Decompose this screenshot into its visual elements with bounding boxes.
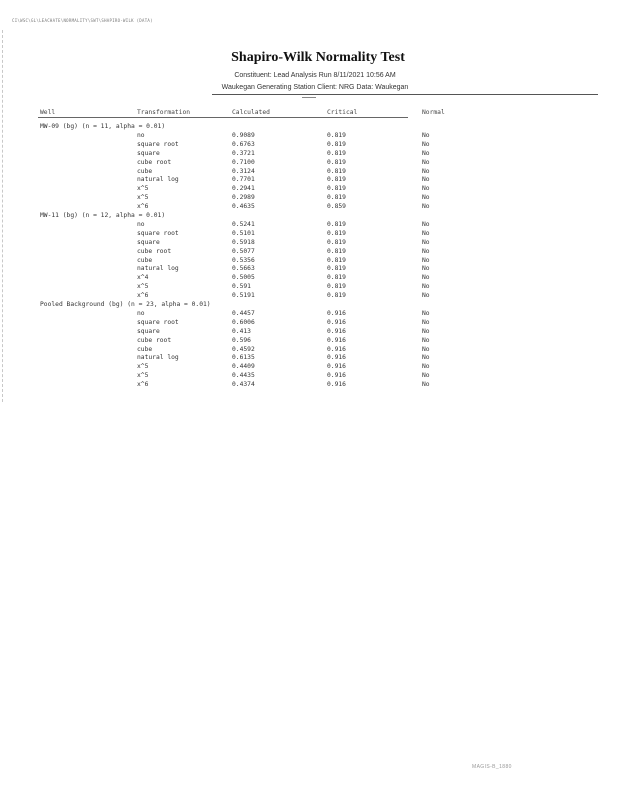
calculated-cell: 0.4635 — [232, 203, 255, 211]
calculated-cell: 0.5005 — [232, 274, 255, 282]
critical-cell: 0.819 — [327, 167, 346, 175]
critical-cell: 0.916 — [327, 327, 346, 335]
normal-cell: No — [422, 256, 430, 264]
group-label: MW-09 (bg) (n = 11, alpha = 0.01) — [40, 123, 166, 130]
transformation-cell: x^6 — [137, 381, 149, 389]
critical-cell: 0.819 — [327, 274, 346, 282]
calculated-cell: 0.2941 — [232, 185, 255, 193]
calculated-cell: 0.7100 — [232, 158, 255, 166]
critical-cell: 0.819 — [327, 265, 346, 273]
analysis-subtitle: Constituent: Lead Analysis Run 8/11/2021 10:56 AM — [234, 72, 396, 79]
normal-cell: No — [422, 238, 430, 246]
transformation-cell: square root — [137, 229, 179, 237]
calculated-cell: 0.5241 — [232, 220, 255, 228]
normal-cell: No — [422, 229, 430, 237]
transformation-cell: x^5 — [137, 185, 149, 193]
calculated-cell: 0.5077 — [232, 247, 255, 255]
transformation-cell: cube — [137, 256, 153, 264]
site-subtitle: Waukegan Generating Station Client: NRG Data: Waukegan — [221, 84, 409, 91]
critical-cell: 0.916 — [327, 372, 346, 380]
critical-cell: 0.916 — [327, 381, 346, 389]
normal-cell: No — [422, 194, 430, 202]
normal-cell: No — [422, 149, 430, 157]
calculated-cell: 0.4409 — [232, 363, 255, 371]
critical-cell: 0.819 — [327, 220, 346, 228]
critical-cell: 0.819 — [327, 176, 346, 184]
transformation-cell: cube — [137, 345, 153, 353]
transformation-cell: x^5 — [137, 363, 149, 371]
critical-cell: 0.819 — [327, 256, 346, 264]
transformation-cell: x^5 — [137, 372, 149, 380]
critical-cell: 0.819 — [327, 292, 346, 300]
calculated-cell: 0.596 — [232, 336, 251, 344]
calculated-cell: 0.5918 — [232, 238, 255, 246]
normal-cell: No — [422, 309, 430, 317]
calculated-cell: 0.5191 — [232, 292, 255, 300]
transformation-cell: no — [137, 309, 145, 317]
normal-cell: No — [422, 167, 430, 175]
normal-cell: No — [422, 185, 430, 193]
transformation-cell: natural log — [137, 354, 179, 362]
transformation-cell: natural log — [137, 176, 179, 184]
transformation-cell: x^5 — [137, 283, 149, 291]
transformation-cell: no — [137, 220, 145, 228]
critical-cell: 0.916 — [327, 309, 346, 317]
calculated-cell: 0.3721 — [232, 149, 255, 157]
normal-cell: No — [422, 292, 430, 300]
critical-cell: 0.819 — [327, 283, 346, 291]
normal-cell: No — [422, 327, 430, 335]
calculated-cell: 0.4435 — [232, 372, 255, 380]
calculated-cell: 0.4592 — [232, 345, 255, 353]
calculated-cell: 0.5356 — [232, 256, 255, 264]
normal-cell: No — [422, 265, 430, 273]
normal-cell: No — [422, 158, 430, 166]
critical-cell: 0.916 — [327, 318, 346, 326]
calculated-cell: 0.4457 — [232, 309, 255, 317]
normal-cell: No — [422, 176, 430, 184]
calculated-cell: 0.6135 — [232, 354, 255, 362]
normal-cell: No — [422, 283, 430, 291]
col-header-calculated: Calculated — [232, 109, 270, 116]
transformation-cell: cube root — [137, 247, 172, 255]
col-header-critical: Critical — [327, 109, 358, 116]
normal-cell: No — [422, 345, 430, 353]
critical-cell: 0.819 — [327, 238, 346, 246]
header-rule — [212, 94, 598, 95]
calculated-cell: 0.2989 — [232, 194, 255, 202]
calculated-cell: 0.5101 — [232, 229, 255, 237]
transformation-cell: no — [137, 131, 145, 139]
critical-cell: 0.819 — [327, 149, 346, 157]
normal-cell: No — [422, 220, 430, 228]
normal-cell: No — [422, 274, 430, 282]
col-header-normal: Normal — [422, 109, 445, 116]
col-header-well: Well — [40, 109, 56, 116]
page-footer-id: MAGIS-B_1880 — [472, 764, 512, 770]
critical-cell: 0.819 — [327, 194, 346, 202]
calculated-cell: 0.9089 — [232, 131, 255, 139]
transformation-cell: x^4 — [137, 274, 149, 282]
col-header-transformation: Transformation — [137, 109, 191, 116]
header-rule-small — [302, 97, 316, 98]
normal-cell: No — [422, 131, 430, 139]
calculated-cell: 0.3124 — [232, 167, 255, 175]
normal-cell: No — [422, 336, 430, 344]
transformation-cell: cube root — [137, 336, 172, 344]
transformation-cell: cube — [137, 167, 153, 175]
normal-cell: No — [422, 372, 430, 380]
normal-cell: No — [422, 363, 430, 371]
normal-cell: No — [422, 381, 430, 389]
calculated-cell: 0.4374 — [232, 381, 255, 389]
page-title: Shapiro-Wilk Normality Test — [231, 50, 405, 65]
transformation-cell: natural log — [137, 265, 179, 273]
calculated-cell: 0.6763 — [232, 140, 255, 148]
normal-cell: No — [422, 203, 430, 211]
document-path-header: CI\WSC\GL\LEACHATE\NORMALITY\SWT\SHAPIRO-WILK (DATA) — [12, 18, 153, 23]
column-header-rule — [38, 117, 408, 118]
transformation-cell: square — [137, 238, 160, 246]
critical-cell: 0.819 — [327, 131, 346, 139]
normal-cell: No — [422, 247, 430, 255]
normal-cell: No — [422, 140, 430, 148]
transformation-cell: square root — [137, 140, 179, 148]
group-label: MW-11 (bg) (n = 12, alpha = 0.01) — [40, 212, 166, 219]
calculated-cell: 0.7701 — [232, 176, 255, 184]
group-label: Pooled Background (bg) (n = 23, alpha = 0.01) — [40, 301, 211, 308]
calculated-cell: 0.6006 — [232, 318, 255, 326]
calculated-cell: 0.5663 — [232, 265, 255, 273]
transformation-cell: square root — [137, 318, 179, 326]
critical-cell: 0.916 — [327, 363, 346, 371]
calculated-cell: 0.591 — [232, 283, 251, 291]
normal-cell: No — [422, 354, 430, 362]
critical-cell: 0.819 — [327, 247, 346, 255]
critical-cell: 0.916 — [327, 354, 346, 362]
critical-cell: 0.819 — [327, 140, 346, 148]
left-margin-rule — [2, 30, 4, 402]
transformation-cell: cube root — [137, 158, 172, 166]
normal-cell: No — [422, 318, 430, 326]
critical-cell: 0.916 — [327, 345, 346, 353]
transformation-cell: x^6 — [137, 292, 149, 300]
transformation-cell: x^5 — [137, 194, 149, 202]
calculated-cell: 0.413 — [232, 327, 251, 335]
transformation-cell: x^6 — [137, 203, 149, 211]
critical-cell: 0.859 — [327, 203, 346, 211]
transformation-cell: square — [137, 149, 160, 157]
transformation-cell: square — [137, 327, 160, 335]
critical-cell: 0.819 — [327, 185, 346, 193]
critical-cell: 0.819 — [327, 158, 346, 166]
critical-cell: 0.819 — [327, 229, 346, 237]
critical-cell: 0.916 — [327, 336, 346, 344]
